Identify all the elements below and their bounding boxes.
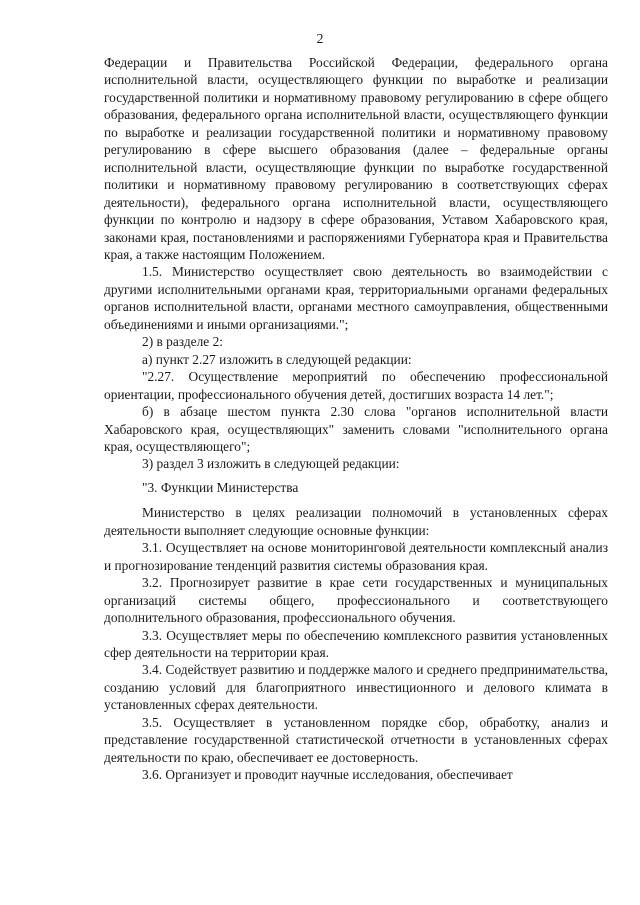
paragraph: 3.5. Осуществляет в установленном порядке сбор, обработку, анализ и представление государственной статистической отчетности в установленных сферах деятельности по краю, обеспечивает ее достоверность. (104, 714, 608, 765)
section-heading: "3. Функции Министерства (142, 479, 299, 495)
paragraph: 3.1. Осуществляет на основе мониторинговой деятельности комплексный анализ и прогнозирование тенденций развития системы образования края. (104, 540, 608, 573)
paragraph: 3.6. Организует и проводит научные исследования, обеспечивает (142, 767, 513, 783)
paragraph: б) в абзаце шестом пункта 2.30 слова "органов исполнительной власти Хабаровского края, осуществляющих" заменить словами "исполнительного органа края, осуществляющего"; (104, 404, 608, 454)
paragraph: Федерации и Правительства Российской Федерации, федерального органа исполнительной власти, осуществляющего функции по выработке и реализации государственной политики и нормативному правовому регулированию в сфере общего образования, федерального органа исполнительной власти, осуществляющего функции по выработке и реализации государственной политики и нормативному правовому регулированию в сфере высшего образования (далее – федеральные органы исполнительной власти, осуществляющие функции по выработке государственной политики и нормативному правовому регулированию в соответствующих сферах деятельности), федерального органа исполнительной власти, осуществляющего функции по контролю и надзору в сфере образования, Уставом Хабаровского края, законами края, постановлениями и распоряжениями Губернатора края и Правительства края, а также настоящим Положением. (104, 55, 608, 262)
paragraph: а) пункт 2.27 изложить в следующей редакции: (142, 351, 412, 367)
paragraph: "2.27. Осуществление мероприятий по обеспечению профессиональной ориентации, профессионального обучения детей, достигших возраста 14 лет."; (104, 369, 608, 402)
paragraph: 3.2. Прогнозирует развитие в крае сети государственных и муниципальных организаций системы общего, профессионального и соответствующего дополнительного образования, профессионального обучения. (104, 575, 608, 626)
paragraph: 3.3. Осуществляет меры по обеспечению комплексного развития установленных сфер деятельности на территории края. (104, 627, 608, 660)
paragraph: 2) в разделе 2: (142, 334, 224, 350)
page-number: 2 (316, 32, 324, 47)
paragraph: 1.5. Министерство осуществляет свою деятельность во взаимодействии с другими исполнительными органами края, территориальными органами федеральных органов исполнительной власти, органами местного самоуправления, общественными объединениями и иными организациями."; (104, 264, 608, 332)
paragraph: Министерство в целях реализации полномочий в установленных сферах деятельности выполняет следующие основные функции: (104, 505, 608, 538)
paragraph: 3) раздел 3 изложить в следующей редакции: (142, 456, 400, 472)
document-body (104, 54, 608, 784)
paragraph: 3.4. Содействует развитию и поддержке малого и среднего предпринимательства, созданию условий для благоприятного инвестиционного и делового климата в установленных сферах деятельности. (104, 662, 608, 713)
